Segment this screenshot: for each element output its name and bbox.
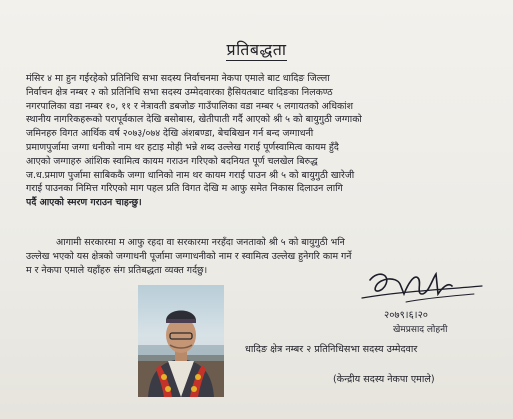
paragraph-1-line: स्थानीय नागरिकहरूको परापूर्वकाल देखि बसोबास, खेतीपाती गर्दै आएको श्री ५ को बायुगुठी जग्गाको (26, 114, 362, 126)
signatory-name: खेमप्रसाद लोहनी (393, 325, 448, 335)
paragraph-1-line: आएको जग्गाहरु आंशिक स्वामित्व कायम गराउन गरिएको बदनियत पूर्ण चलखेल बिरुद्ध (26, 155, 318, 167)
document-title (0, 38, 513, 60)
candidate-photo (138, 285, 224, 397)
paragraph-1 (26, 72, 492, 210)
paragraph-1-line: प्रमाणपुर्जामा जग्गा धनीको नाम थर हटाइ मोही भन्ने शब्द उल्लेख गराई पूर्णस्वामित्व कायम हुँदै (26, 141, 339, 153)
paragraph-1-line: गराई पाउनका निमित्त गरिएको माग पहल प्रति विगत देखि म आफु समेत निकास दिलाउन लागि (26, 183, 343, 195)
paragraph-2-line: म र नेकपा एमाले यहाँहरु संग प्रतिबद्धता व्यक्त गर्दछु। (26, 264, 208, 276)
paragraph-1-line: निर्वाचन क्षेत्र नम्बर २ को प्रतिनिधि सभा सदस्य उम्मेदवारका हैसियतबाट धादिङका निलकण्ठ (26, 86, 333, 98)
paragraph-1-line: मंसिर ४ मा हुन गईरहेको प्रतिनिधि सभा सदस्य निर्वाचनमा नेकपा एमाले बाट धादिङ जिल्ला (26, 73, 330, 84)
document-title-text: प्रतिबद्धता (226, 40, 287, 59)
paragraph-2-line: उल्लेख भएको यस क्षेत्रको जग्गाधनी पूर्जामा जग्गाधनीको नाम र स्वामित्व उल्लेख हुनेगरि काम गर्ने (26, 250, 352, 262)
paragraph-1-line: नगरपालिका वडा नम्बर १०, ११ र नेत्रावती डबजोङ गाउँपालिका वडा नम्बर ५ लगायतको अधिकांश (26, 100, 353, 112)
candidate-designation: धादिङ क्षेत्र नम्बर २ प्रतिनिधिसभा सदस्य उम्मेदवार (245, 344, 418, 355)
paragraph-1-line: ज.ध.प्रमाण पुर्जामा साबिककै जग्गा धानिको नाम थर कायम गराई पाउन श्री ५ को बायुगुठी खारेजी (26, 169, 355, 181)
paragraph-1-closing-line: पर्दै आएको स्मरण गराउन चाहन्छु। (26, 197, 142, 209)
paragraph-2-line: आगामी सरकारमा म आफु रहदा वा सरकारमा नरहँदा जनताको श्री ५ को बायुगुठी भनि (56, 237, 345, 248)
candidate-portrait-image (138, 285, 224, 397)
candidate-party-role: (केन्द्रीय सदस्य नेकपा एमाले) (333, 374, 435, 385)
signature-date: २०७९।६।२० (384, 310, 428, 321)
paragraph-1-line: जमिनहरु विगत आर्थिक वर्ष २०७३/०७४ देखि अंशबण्डा, बेचबिखन गर्न बन्द जग्गाधनी (26, 128, 314, 140)
